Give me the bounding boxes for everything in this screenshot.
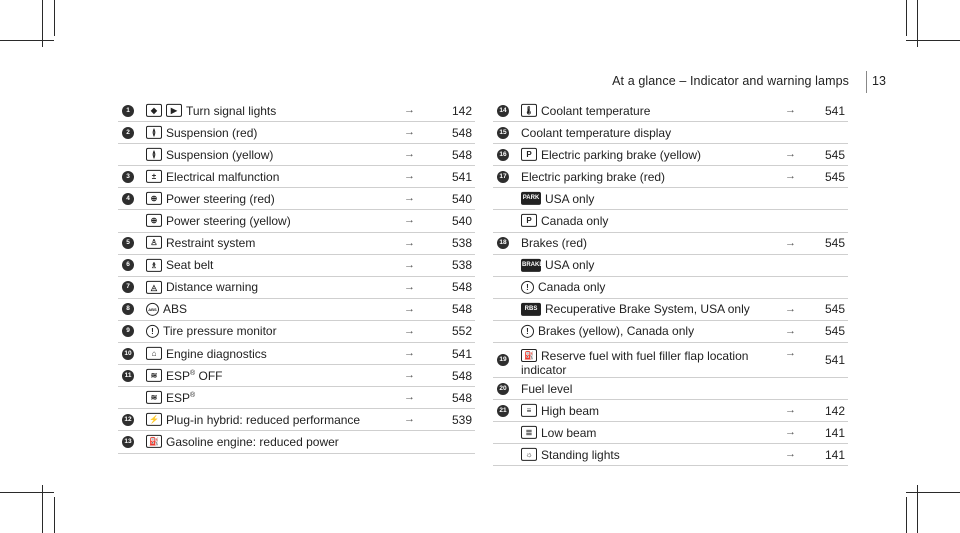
- crop-mark: [54, 0, 55, 36]
- page-reference[interactable]: 141: [824, 447, 845, 462]
- item-text: Distance warning: [166, 280, 259, 295]
- page-reference[interactable]: 548: [451, 147, 472, 162]
- item-label: [146, 302, 187, 316]
- item-number-badge: 3: [122, 171, 134, 183]
- turn-signal-icon: ◆: [146, 104, 162, 117]
- page-reference-arrow: →: [785, 302, 796, 315]
- page-reference[interactable]: 545: [824, 324, 845, 339]
- list-item: [118, 299, 475, 321]
- item-label: [146, 391, 195, 405]
- item-label: [521, 324, 694, 338]
- page-reference[interactable]: 548: [451, 125, 472, 140]
- item-label: [146, 148, 273, 162]
- page-reference[interactable]: 541: [451, 169, 472, 184]
- page-reference-arrow: →: [785, 448, 796, 461]
- page-reference-arrow: →: [785, 404, 796, 417]
- page-reference[interactable]: 548: [451, 280, 472, 295]
- item-number-badge: 7: [122, 281, 134, 293]
- item-label: [521, 426, 596, 440]
- item-text-suffix: OFF: [195, 368, 223, 383]
- item-label: [146, 192, 275, 206]
- item-text: Coolant temperature: [541, 103, 651, 118]
- list-item: [493, 100, 848, 122]
- page-reference[interactable]: 548: [451, 368, 472, 383]
- item-text: ESP: [166, 368, 191, 383]
- list-item: [118, 387, 475, 409]
- crop-mark: [54, 497, 55, 533]
- page-reference[interactable]: 540: [451, 191, 472, 206]
- item-number-badge: 15: [497, 127, 509, 139]
- item-number-badge: 6: [122, 259, 134, 271]
- crop-mark: [0, 40, 54, 41]
- list-item: [493, 188, 848, 210]
- item-label: [146, 214, 291, 228]
- list-item: [118, 144, 475, 166]
- list-item: [118, 233, 475, 255]
- item-label: [521, 214, 608, 228]
- page-reference-arrow: →: [785, 324, 796, 337]
- list-item: [493, 233, 848, 255]
- item-number-badge: 14: [497, 105, 509, 117]
- list-item: [118, 188, 475, 210]
- list-item: [118, 277, 475, 299]
- list-item: [493, 277, 848, 299]
- item-label: [521, 103, 650, 117]
- gasoline-engine-icon: ⛽: [146, 435, 162, 448]
- item-text: Electrical malfunction: [166, 169, 280, 184]
- list-item: [493, 400, 848, 422]
- page-reference[interactable]: 541: [824, 353, 845, 368]
- section-header: At a glance – Indicator and warning lamps: [612, 74, 849, 88]
- page-reference-arrow: →: [785, 236, 796, 249]
- list-item: [493, 166, 848, 188]
- list-item: [118, 255, 475, 277]
- item-number-badge: 21: [497, 405, 509, 417]
- list-item: [118, 210, 475, 232]
- page-reference[interactable]: 541: [451, 346, 472, 361]
- item-label: [146, 103, 276, 117]
- list-item: [118, 122, 475, 144]
- list-item: [493, 299, 848, 321]
- item-text: Recuperative Brake System, USA only: [545, 302, 750, 317]
- item-number-badge: 10: [122, 348, 134, 360]
- crop-mark: [906, 0, 907, 36]
- page-reference[interactable]: 548: [451, 390, 472, 405]
- page-reference-arrow: →: [785, 148, 796, 161]
- page-reference[interactable]: 545: [824, 169, 845, 184]
- list-item: [118, 100, 475, 122]
- registered-mark: ®: [190, 391, 196, 399]
- page-reference-arrow: →: [404, 347, 415, 360]
- left-column: [118, 100, 475, 454]
- page-reference-arrow: →: [404, 391, 415, 404]
- item-text: Tire pressure monitor: [163, 324, 277, 339]
- item-text: Restraint system: [166, 235, 256, 250]
- item-number-badge: 5: [122, 237, 134, 249]
- page-reference-arrow: →: [785, 170, 796, 183]
- item-label: [146, 280, 258, 294]
- page-reference[interactable]: 545: [824, 147, 845, 162]
- item-text: Electric parking brake (yellow): [541, 147, 702, 162]
- page-reference[interactable]: 539: [451, 412, 472, 427]
- item-label: [146, 170, 279, 184]
- page-reference[interactable]: 545: [824, 236, 845, 251]
- page-reference-arrow: →: [404, 104, 415, 116]
- rbs-icon: RBS: [521, 303, 541, 316]
- item-text: Brakes (red): [521, 236, 588, 251]
- item-text: ABS: [163, 302, 188, 317]
- item-text: Coolant temperature display: [521, 125, 672, 140]
- item-number-badge: 18: [497, 237, 509, 249]
- brake-icon: BRAKE: [521, 258, 541, 271]
- item-text: Electric parking brake (red): [521, 169, 666, 184]
- item-label: [521, 148, 701, 162]
- item-label: [521, 349, 748, 377]
- page-reference-arrow: →: [404, 170, 415, 183]
- page-reference[interactable]: 142: [824, 403, 845, 418]
- item-label: [521, 236, 587, 250]
- page-reference-arrow: →: [404, 369, 415, 382]
- list-item: [493, 378, 848, 400]
- turn-signal-icon: ▶: [166, 104, 182, 117]
- parking-brake-icon: P: [521, 214, 537, 227]
- item-text: Low beam: [541, 425, 597, 440]
- standing-lights-icon: ☼: [521, 448, 537, 461]
- page-reference[interactable]: 545: [824, 302, 845, 317]
- list-item: [118, 343, 475, 365]
- item-label: [521, 258, 594, 272]
- list-item: [118, 365, 475, 387]
- item-text: Suspension (red): [166, 125, 258, 140]
- item-text: Canada only: [541, 213, 609, 228]
- suspension-icon: ≬: [146, 148, 162, 161]
- esp-icon: ≋: [146, 391, 162, 404]
- item-label: [146, 346, 267, 360]
- engine-icon: ⌂: [146, 347, 162, 360]
- restraint-system-icon: ♙: [146, 236, 162, 249]
- page-reference-arrow: →: [404, 302, 415, 315]
- item-label: [521, 280, 605, 294]
- page-reference[interactable]: 548: [451, 302, 472, 317]
- item-label: [521, 382, 572, 396]
- fuel-icon: ⛽: [521, 349, 537, 362]
- item-text: Standing lights: [541, 447, 620, 462]
- item-number-badge: 13: [122, 436, 134, 448]
- item-text-line2: indicator: [521, 363, 567, 378]
- item-number-badge: 11: [122, 370, 134, 382]
- item-number-badge: 8: [122, 303, 134, 315]
- item-text: Plug-in hybrid: reduced performance: [166, 412, 361, 427]
- item-number-badge: 20: [497, 383, 509, 395]
- item-label: [146, 324, 277, 338]
- list-item: [493, 422, 848, 444]
- item-label: [146, 413, 360, 427]
- hybrid-icon: ⚡: [146, 413, 162, 426]
- item-text: Power steering (yellow): [166, 213, 291, 228]
- page-reference-arrow: →: [404, 258, 415, 271]
- crop-mark: [906, 40, 960, 41]
- brake-circle-icon: !: [521, 280, 534, 293]
- list-item: [493, 144, 848, 166]
- list-item: [493, 122, 848, 144]
- right-column: [493, 100, 848, 466]
- page-reference[interactable]: 141: [824, 425, 845, 440]
- list-item: [493, 321, 848, 343]
- item-label: [521, 404, 599, 418]
- park-icon: PARK: [521, 192, 541, 205]
- item-number-badge: 19: [497, 354, 509, 366]
- item-number-badge: 12: [122, 414, 134, 426]
- esp-off-icon: ≋: [146, 369, 162, 382]
- item-label: [521, 448, 620, 462]
- brake-circle-icon: !: [521, 325, 534, 338]
- page-reference-arrow: →: [404, 413, 415, 426]
- crop-mark: [906, 492, 960, 493]
- item-text: ESP: [166, 390, 191, 405]
- list-item: [493, 255, 848, 277]
- distance-warning-icon: ◬: [146, 280, 162, 293]
- page-reference[interactable]: 540: [451, 214, 472, 229]
- page-reference-arrow: →: [785, 426, 796, 439]
- item-number-badge: 9: [122, 325, 134, 337]
- page-reference[interactable]: 552: [451, 324, 472, 339]
- list-item: [493, 343, 848, 378]
- parking-brake-icon: P: [521, 148, 537, 161]
- page-number: 13: [872, 74, 886, 88]
- item-label: [521, 192, 594, 206]
- item-text: USA only: [545, 258, 595, 273]
- item-text: Turn signal lights: [186, 103, 277, 118]
- battery-icon: ±: [146, 170, 162, 183]
- page-reference-arrow: →: [404, 280, 415, 293]
- item-label: [521, 126, 671, 140]
- item-text: High beam: [541, 403, 600, 418]
- item-label: [146, 125, 257, 139]
- item-label: [521, 302, 750, 316]
- suspension-icon: ≬: [146, 126, 162, 139]
- list-item: [493, 444, 848, 466]
- page-reference[interactable]: 541: [824, 103, 845, 118]
- header-divider: [866, 71, 867, 93]
- tire-pressure-icon: !: [146, 325, 159, 338]
- item-number-badge: 1: [122, 105, 134, 117]
- abs-icon: ABS: [146, 303, 159, 316]
- high-beam-icon: ≡: [521, 404, 537, 417]
- item-label: [146, 258, 213, 272]
- item-text: Fuel level: [521, 381, 573, 396]
- page-reference-arrow: →: [785, 347, 796, 360]
- list-item: [118, 321, 475, 343]
- item-label: [521, 170, 665, 184]
- page-reference-arrow: →: [404, 192, 415, 205]
- seat-belt-icon: ♗: [146, 258, 162, 271]
- registered-mark: ®: [190, 369, 196, 377]
- item-text: USA only: [545, 191, 595, 206]
- item-text: Canada only: [538, 280, 606, 295]
- page-reference-arrow: →: [404, 148, 415, 161]
- crop-mark: [906, 497, 907, 533]
- item-text: Reserve fuel with fuel filler flap location: [541, 349, 749, 364]
- list-item: [118, 431, 475, 453]
- page-reference[interactable]: 538: [451, 258, 472, 273]
- list-item: [118, 166, 475, 188]
- power-steering-icon: ⊕: [146, 192, 162, 205]
- list-item: [118, 409, 475, 431]
- item-label: [146, 435, 339, 449]
- page-reference-arrow: →: [404, 236, 415, 249]
- item-text: Gasoline engine: reduced power: [166, 434, 339, 449]
- item-text: Suspension (yellow): [166, 147, 274, 162]
- page-reference-arrow: →: [785, 104, 796, 116]
- crop-mark: [0, 492, 54, 493]
- item-text: Brakes (yellow), Canada only: [538, 324, 695, 339]
- item-label: [146, 369, 223, 383]
- item-label: [146, 236, 255, 250]
- coolant-icon: 🌡: [521, 104, 537, 117]
- item-number-badge: 16: [497, 149, 509, 161]
- item-number-badge: 17: [497, 171, 509, 183]
- page-reference-arrow: →: [404, 214, 415, 227]
- item-text: Engine diagnostics: [166, 346, 267, 361]
- page-reference[interactable]: 538: [451, 236, 472, 251]
- low-beam-icon: ≣: [521, 426, 537, 439]
- item-text: Seat belt: [166, 258, 214, 273]
- item-number-badge: 4: [122, 193, 134, 205]
- item-number-badge: 2: [122, 127, 134, 139]
- page-reference-arrow: →: [404, 126, 415, 139]
- item-text: Power steering (red): [166, 191, 275, 206]
- list-item: [493, 210, 848, 232]
- power-steering-icon: ⊕: [146, 214, 162, 227]
- page-reference[interactable]: 142: [451, 103, 472, 118]
- page-reference-arrow: →: [404, 324, 415, 337]
